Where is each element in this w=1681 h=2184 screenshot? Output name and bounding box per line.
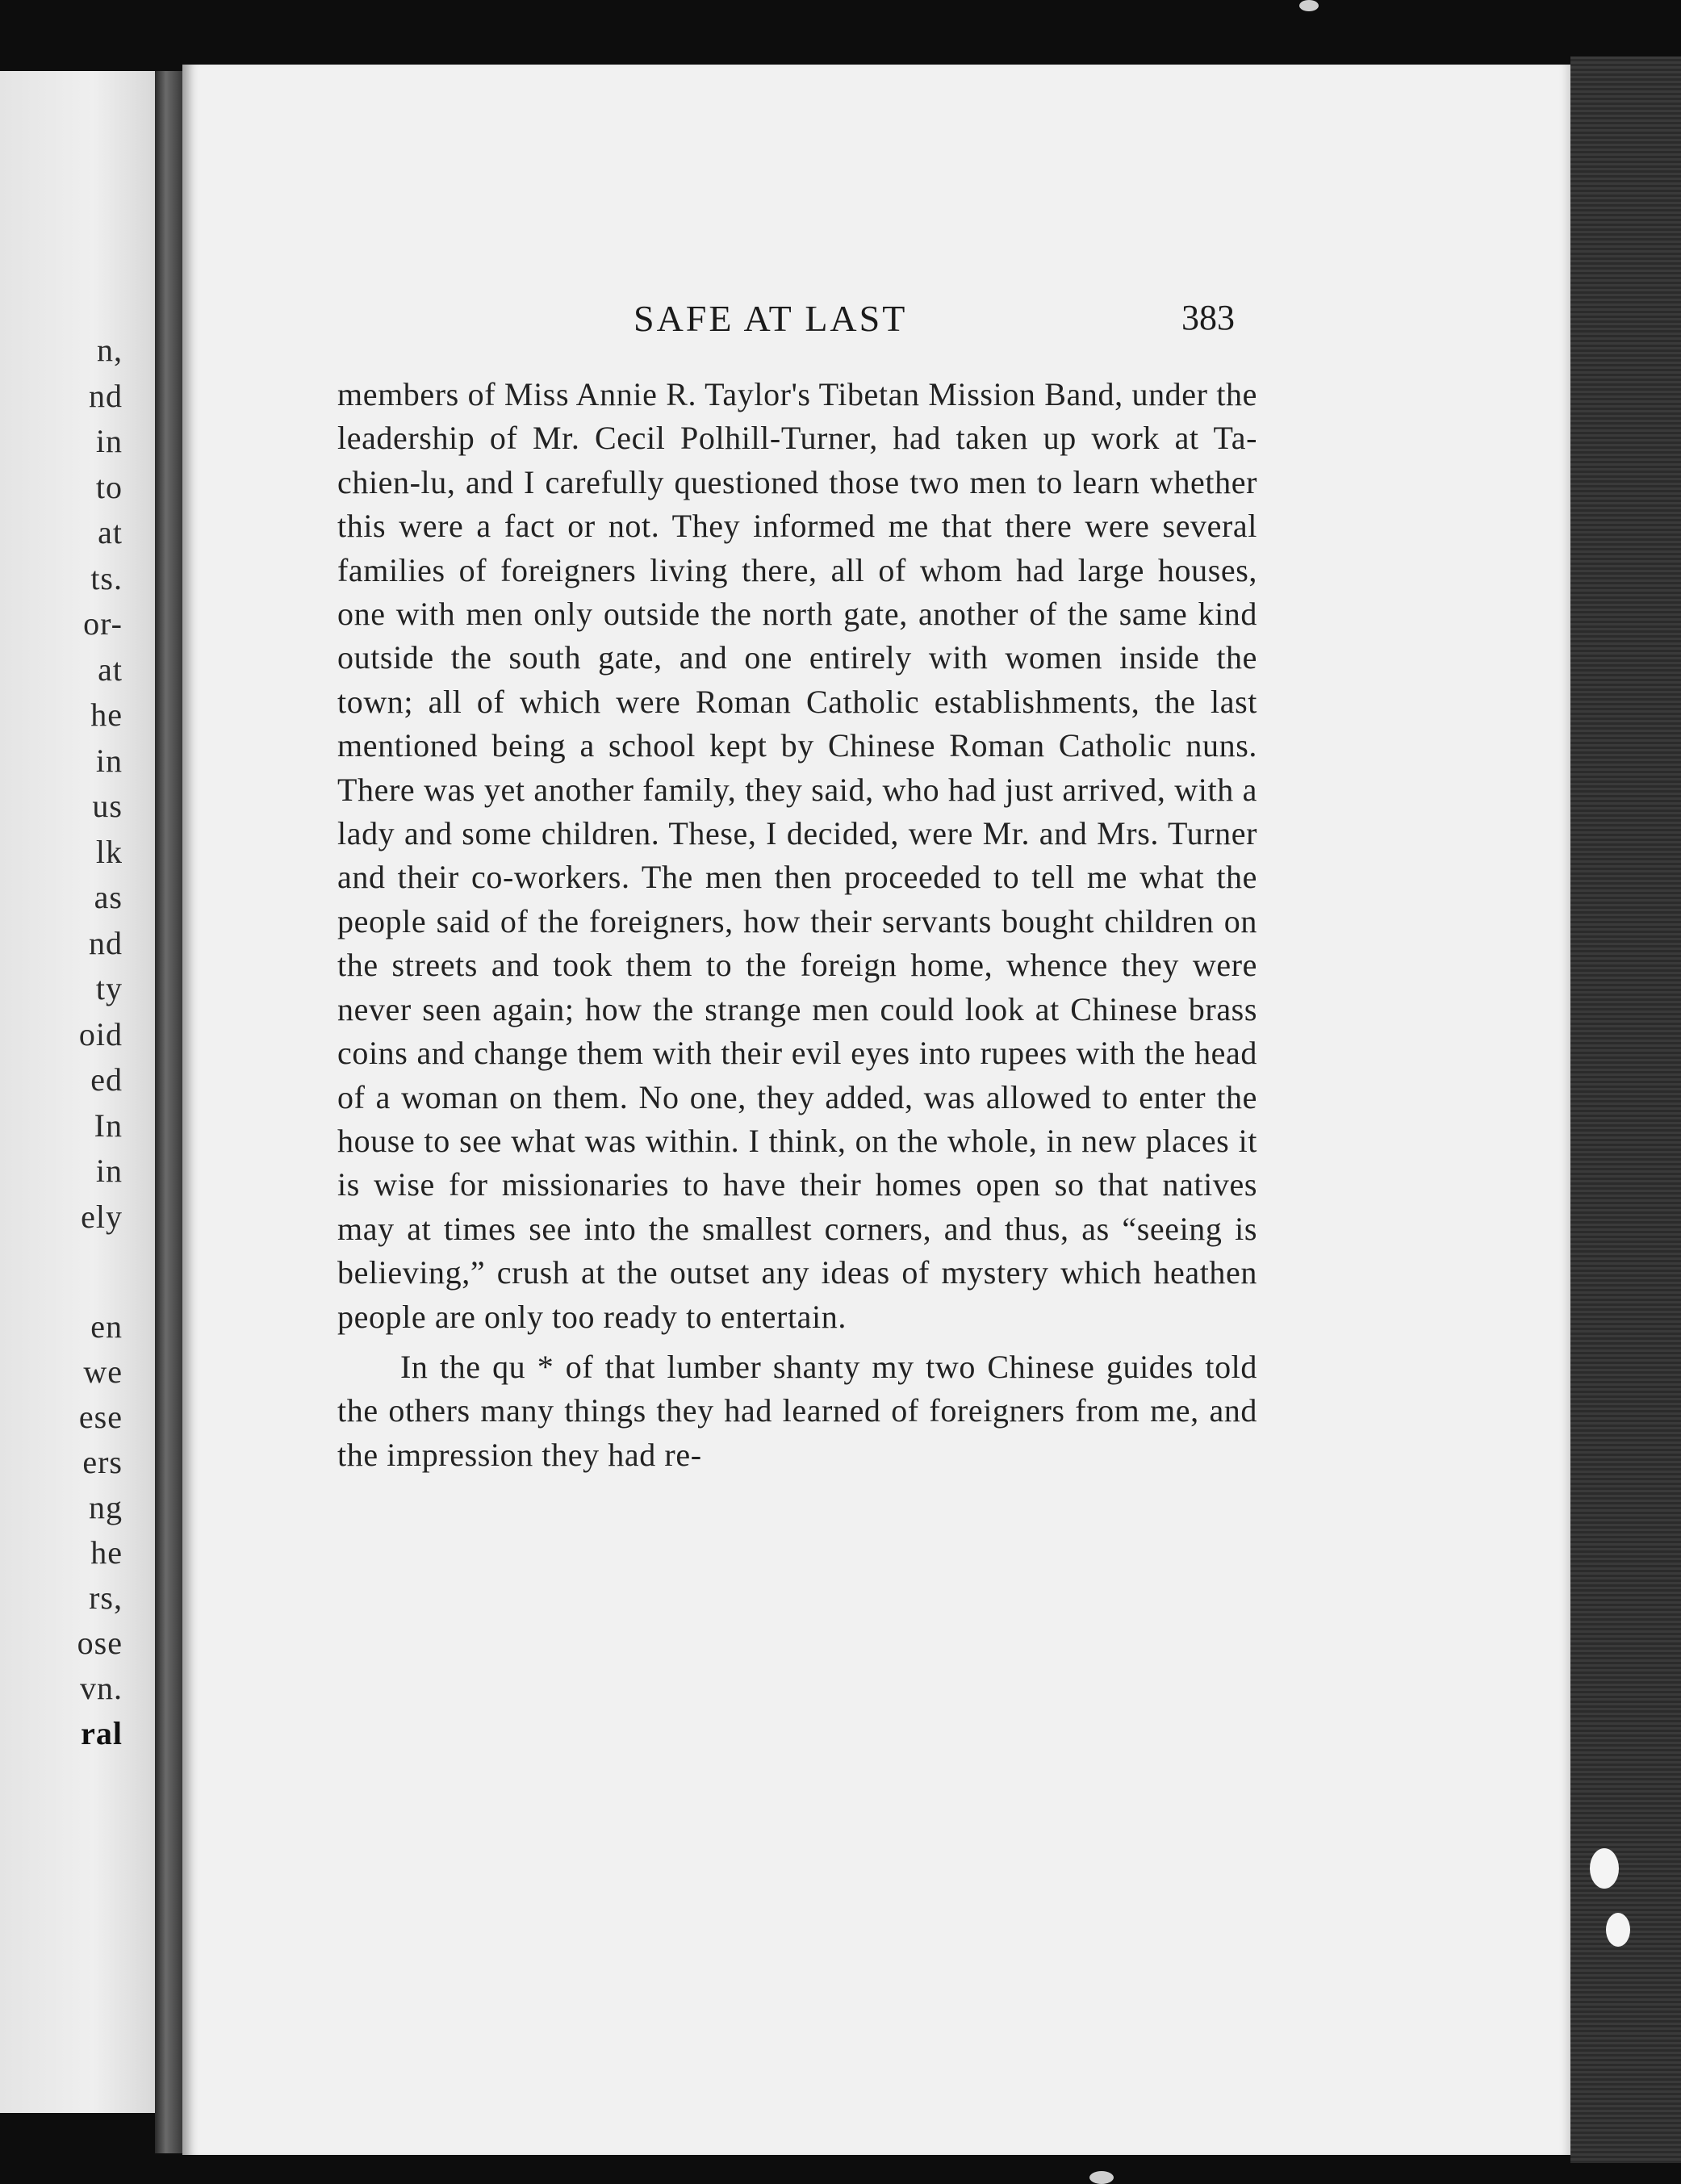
facing-page-text-fragment: at xyxy=(98,514,123,550)
facing-page-text-fragment: n, xyxy=(97,332,123,368)
paragraph: members of Miss Annie R. Taylor's Tibetan Mission Band, under the leadership of Mr. Cecil Polhill-Turner, had taken up work at Ta-chien-lu, and I carefully questioned those two men to learn whether this were a fact or not. They informed me that there were several families of foreigners living there, all of whom had large houses, one with men only outside the north gate, another of the same kind outside the south gate, and one entirely with women inside the town; all of which were Roman Catholic establishments, the last mentioned being a school kept by Chinese Roman Catholic nuns. There was yet another family, they said, who had just arrived, with a lady and some children. These, I decided, were Mr. and Mrs. Turner and their co-workers. The men then proceeded to tell me what the people said of the foreigners, how their servants bought children on the streets and took them to the foreign home, whence they were never seen again; how the strange men could look at Chinese brass coins and change them with their evil eyes into rupees with the head of a woman on them. No one, they added, was allowed to enter the house to see what was within. I think, on the whole, in new places it is wise for missionaries to have their homes open so that natives may at times see into the smallest corners, and thus, as “seeing is believing,” crush at the outset any ideas of mystery which heathen people are only too ready to entertain. xyxy=(337,376,1257,1335)
facing-page-text-fragment: ral xyxy=(81,1715,123,1751)
running-head xyxy=(452,297,1235,345)
facing-page-text-fragment: ers xyxy=(82,1444,123,1480)
facing-page-text-fragment: us xyxy=(92,788,123,824)
facing-page-text-fragment: in xyxy=(95,423,123,459)
facing-page-text-fragment: nd xyxy=(89,377,123,414)
facing-page-text-fragment: as xyxy=(94,879,123,915)
facing-page-text-fragment: ng xyxy=(89,1489,123,1525)
page-number: 383 xyxy=(1181,298,1235,337)
book-gutter xyxy=(155,71,182,2153)
facing-page-text-fragment: rs, xyxy=(89,1579,123,1616)
book-cover-edge xyxy=(1570,56,1681,2163)
scan-speck xyxy=(1089,2171,1114,2184)
facing-page-text-fragment: nd xyxy=(89,924,123,961)
facing-page-text-fragment: en xyxy=(90,1308,123,1345)
facing-page-text-fragment: he xyxy=(90,697,123,733)
facing-page-text-fragment: he xyxy=(90,1534,123,1571)
paragraph: In the qu * of that lumber shanty my two Chinese guides told the others many things they had learned of foreigners from me, and the impression they had re- xyxy=(337,1348,1257,1473)
facing-page-text-fragment: or- xyxy=(83,605,123,642)
scan-speck xyxy=(1606,1913,1630,1947)
page-body xyxy=(337,373,1257,1477)
facing-page-text-fragment: ose xyxy=(77,1625,123,1661)
facing-page-text-fragment: ed xyxy=(90,1061,123,1098)
facing-page-text-fragment: ty xyxy=(95,970,123,1006)
facing-page-text-fragment: oid xyxy=(78,1015,123,1052)
facing-page-text-fragment: at xyxy=(98,651,123,688)
scan-speck xyxy=(1590,1848,1619,1889)
facing-page-text-fragment: ts. xyxy=(90,559,123,596)
scan-speck xyxy=(1299,0,1319,11)
facing-page-text-fragment: In xyxy=(94,1107,123,1144)
facing-page-text-fragment: lk xyxy=(95,833,123,870)
running-title: SAFE AT LAST xyxy=(634,298,908,339)
facing-page-text-fragment: ely xyxy=(81,1198,123,1235)
facing-page-text-fragment: ese xyxy=(78,1399,123,1435)
facing-page-text-fragment: in xyxy=(95,742,123,779)
facing-page-text-fragment: in xyxy=(95,1153,123,1189)
facing-page-text-fragment: to xyxy=(95,468,123,505)
facing-page-text-fragment: we xyxy=(83,1353,123,1390)
facing-page-edge xyxy=(0,71,155,2113)
facing-page-text-fragment: vn. xyxy=(80,1670,123,1706)
